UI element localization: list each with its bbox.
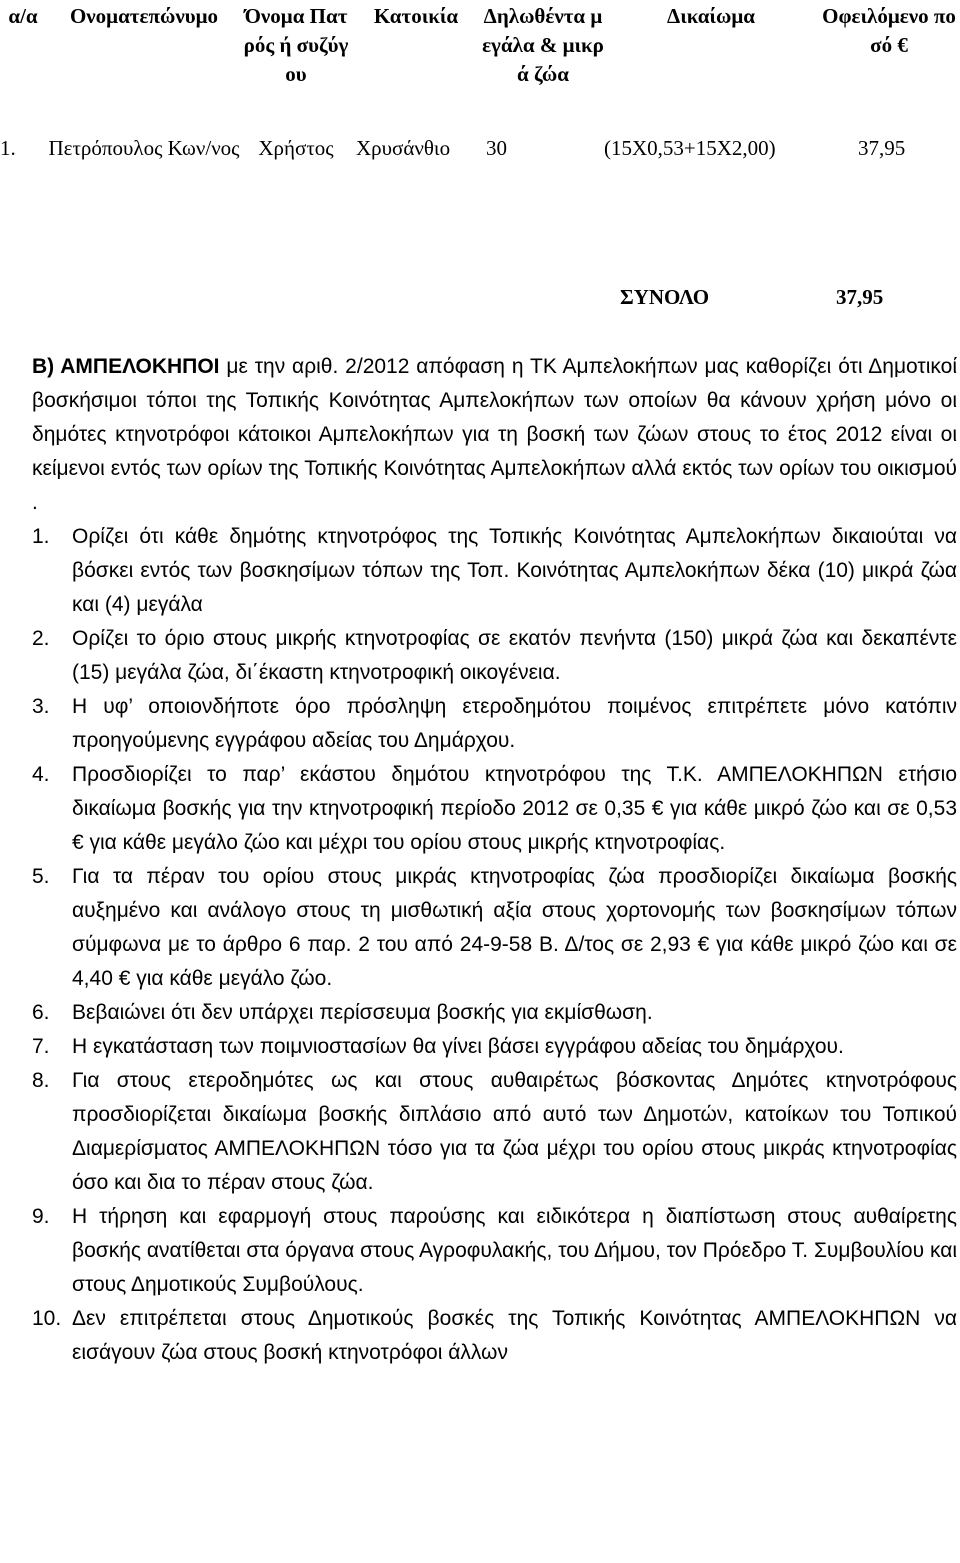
- list-item-text: Προσδιορίζει το παρ’ εκάστου δημότου κτηνοτρόφου της Τ.Κ. ΑΜΠΕΛΟΚΗΠΩΝ ετήσιο δικαίωμα βοσκής για την κτηνοτροφική περίοδο 2012 σε 0,35 € για κάθε μικρό ζώο και σε 0,53 € για κάθε μεγάλο ζώο και μέχρι του ορίου στους μικρής κτηνοτροφίας.: [72, 763, 957, 854]
- list-item: [32, 758, 957, 860]
- header-amount-due: Οφειλόμενο ποσό €: [822, 4, 956, 57]
- header-father-name: Όνομα Πατρός ή συζύγου: [243, 4, 349, 86]
- list-item-text: Η τήρηση και εφαρμογή στους παρούσης και ειδικότερα η διαπίστωση στους αυθαίρετης βοσκής ανατίθεται στα όργανα στους Αγροφυλακής, του Δήμου, τον Πρόεδρο Τ. Συμβουλίου και στους Δημοτικούς Συμβούλους.: [72, 1205, 957, 1296]
- cell-amount-due: 37,95: [858, 136, 906, 160]
- list-item-text: Η εγκατάσταση των ποιμνιοστασίων θα γίνει βάσει εγγράφου αδείας του δημάρχου.: [72, 1035, 844, 1058]
- list-item-number: 10.: [32, 1307, 62, 1330]
- list-item-number: 1.: [32, 525, 50, 548]
- total-label: ΣΥΝΟΛΟ: [620, 285, 710, 309]
- list-item-number: 7.: [32, 1035, 50, 1058]
- header-declared-animals: Δηλωθέντα μεγάλα & μικρά ζώα: [482, 4, 604, 86]
- list-item-number: 5.: [32, 865, 50, 888]
- list-item-number: 3.: [32, 695, 50, 718]
- header-full-name: Ονοματεπώνυμο: [69, 4, 219, 28]
- total-value: 37,95: [836, 285, 884, 309]
- list-item-number: 6.: [32, 1001, 50, 1024]
- list-item: [32, 1302, 957, 1370]
- section-intro-paragraph: [32, 350, 957, 520]
- list-item-text: Για στους ετεροδημότες ως και στους αυθαιρέτως βόσκοντας Δημότες κτηνοτρόφους προσδιορίζεται δικαίωμα βοσκής διπλάσιο από αυτό των Δημοτών, κατοίκων του Τοπικού Διαμερίσματος ΑΜΠΕΛΟΚΗΠΩΝ τόσο για τα ζώα μέχρι του ορίου στους μικράς κτηνοτροφίας όσο και δια το πέραν στους ζώα.: [72, 1069, 957, 1194]
- cell-father-name: Χρήστος: [258, 136, 334, 160]
- list-item-text: Δεν επιτρέπεται στους Δημοτικούς βοσκές της Τοπικής Κοινότητας ΑΜΠΕΛΟΚΗΠΩΝ να εισάγουν ζώα στους βοσκή κτηνοτρόφοι άλλων: [72, 1307, 957, 1364]
- cell-declared-animals: 30: [486, 136, 507, 160]
- table-header-row: [0, 0, 960, 132]
- list-item: [32, 1200, 957, 1302]
- header-index: α/α: [8, 4, 38, 28]
- list-item: [32, 996, 957, 1030]
- list-item: [32, 622, 957, 690]
- list-item-text: Η υφ’ οποιονδήποτε όρο πρόσληψη ετεροδημότου ποιμένος επιτρέπετε μόνο κατόπιν προηγούμενης εγγράφου αδείας του Δημάρχου.: [72, 695, 957, 752]
- list-item-number: 2.: [32, 627, 50, 650]
- header-fee-right: Δικαίωμα: [667, 4, 755, 28]
- table-total-row: [0, 285, 960, 315]
- list-item-text: Ορίζει ότι κάθε δημότης κτηνοτρόφος της Τοπικής Κοινότητας Αμπελοκήπων δικαιούται να βόσκει εντός των βοσκησίμων τόπων της Τοπ. Κοινότητας Αμπελοκήπων δέκα (10) μικρά ζώα και (4) μεγάλα: [72, 525, 957, 616]
- livestock-fee-table: [0, 0, 960, 212]
- list-item: [32, 520, 957, 622]
- list-item: [32, 860, 957, 996]
- section-ampelokipoi: [32, 350, 957, 1370]
- list-item: [32, 690, 957, 758]
- list-item: [32, 1030, 957, 1064]
- table-row: [0, 132, 960, 212]
- cell-fee-right: (15Χ0,53+15Χ2,00): [604, 136, 776, 160]
- decision-list: [32, 520, 957, 1370]
- cell-full-name: Πετρόπουλος Κων/νος: [48, 136, 240, 160]
- section-intro-text: με την αριθ. 2/2012 απόφαση η ΤΚ Αμπελοκήπων μας καθορίζει ότι Δημοτικοί βοσκήσιμοι τόποι της Τοπικής Κοινότητας Αμπελοκήπων των οποίων θα κάνουν χρήση μόνο οι δημότες κτηνοτρόφοι κάτοικοι Αμπελοκήπων για τη βοσκή των ζώων στους το έτος 2012 είναι οι κείμενοι εντός των ορίων της Τοπικής Κοινότητας Αμπελοκήπων αλλά εκτός των ορίων του οικισμού .: [32, 355, 957, 514]
- header-residence: Κατοικία: [373, 4, 459, 28]
- cell-residence: Χρυσάνθιο: [356, 136, 451, 160]
- list-item-number: 9.: [32, 1205, 50, 1228]
- cell-index: 1.: [0, 136, 16, 160]
- list-item-text: Ορίζει το όριο στους μικρής κτηνοτροφίας σε εκατόν πενήντα (150) μικρά ζώα και δεκαπέντε (15) μεγάλα ζώα, δι΄έκαστη κτηνοτροφική οικογένεια.: [72, 627, 957, 684]
- list-item-text: Βεβαιώνει ότι δεν υπάρχει περίσσευμα βοσκής για εκμίσθωση.: [72, 1001, 653, 1024]
- section-heading: Β) ΑΜΠΕΛΟΚΗΠΟΙ: [32, 355, 220, 378]
- list-item-number: 4.: [32, 763, 50, 786]
- list-item-text: Για τα πέραν του ορίου στους μικράς κτηνοτροφίας ζώα προσδιορίζει δικαίωμα βοσκής αυξημένο και ανάλογο στους τη μισθωτική αξία στους χορτονομής των βοσκησίμων τόπων σύμφωνα με το άρθρο 6 παρ. 2 του από 24-9-58 Β. Δ/τος σε 2,93 € για κάθε μικρό ζώο και σε 4,40 € για κάθε μεγάλο ζώο.: [72, 865, 957, 990]
- list-item: [32, 1064, 957, 1200]
- list-item-number: 8.: [32, 1069, 50, 1092]
